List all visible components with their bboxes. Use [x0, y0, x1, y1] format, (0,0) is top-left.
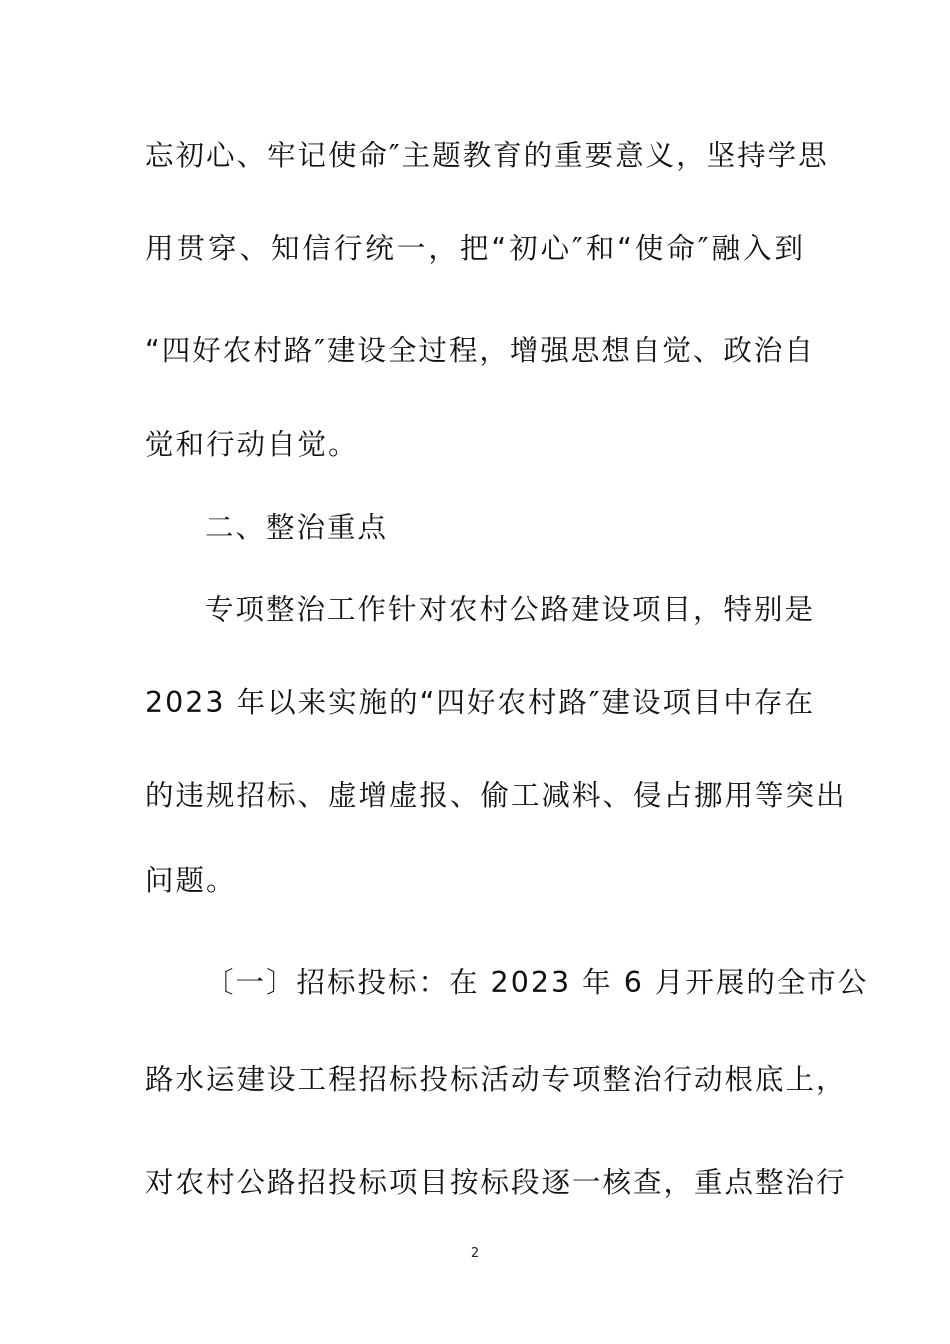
text-line: 问题。 [145, 864, 237, 897]
text-line: 路水运建设工程招标投标活动专项整治行动根底上， [145, 1063, 847, 1096]
text-line: 用贯穿、知信行统一，把“初心″和“使命″融入到 [145, 232, 805, 265]
section-heading: 二、整治重点 [205, 511, 389, 544]
text-line: 觉和行动自觉。 [145, 428, 359, 461]
text-line: 专项整治工作针对农村公路建设项目，特别是 [205, 593, 816, 626]
text-line: 2023 年以来实施的“四好农村路″建设项目中存在 [145, 686, 816, 719]
text-line: 忘初心、牢记使命″主题教育的重要意义，坚持学思 [145, 139, 829, 172]
text-line: “四好农村路″建设全过程，增强思想自觉、政治自 [145, 334, 815, 367]
text-line: 〔一〕招标投标：在 2023 年 6 月开展的全市公 [205, 966, 869, 999]
page-number: 2 [470, 1246, 480, 1261]
text-line: 对农村公路招投标项目按标段逐一核查，重点整治行 [145, 1166, 847, 1199]
text-line: 的违规招标、虚增虚报、偷工减料、侵占挪用等突出 [145, 779, 847, 812]
